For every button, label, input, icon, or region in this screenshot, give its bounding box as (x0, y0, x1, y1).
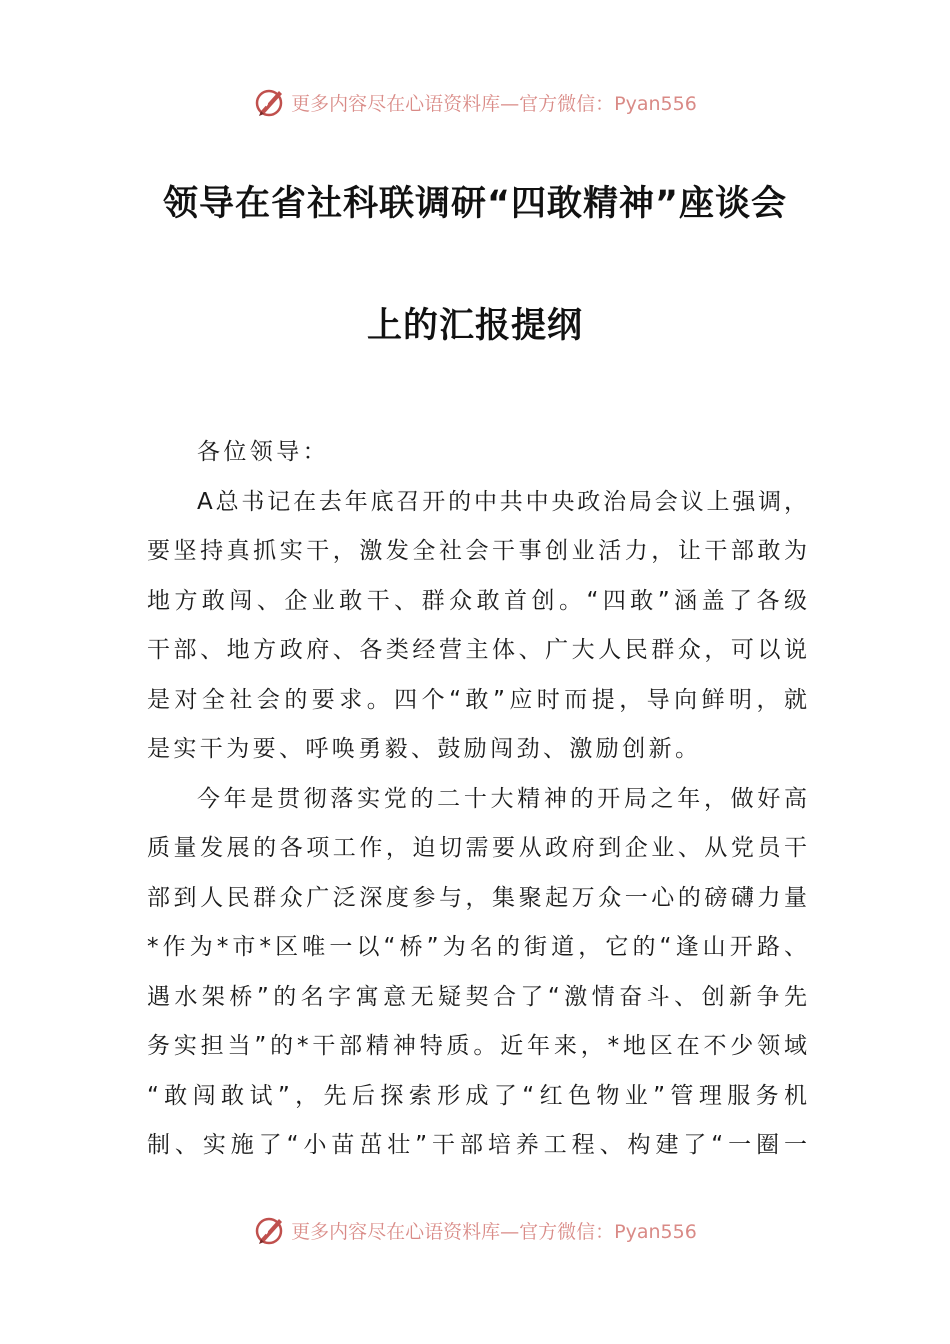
watermark-contact: Pyan556 (614, 1220, 697, 1243)
text-line: 质量发展的各项工作，迫切需要从政府到企业、从党员干 (147, 835, 807, 861)
text-line: 遇水架桥”的名字寓意无疑契合了“激情奋斗、创新争先 (147, 983, 807, 1010)
document-body (147, 428, 807, 1171)
pen-logo-icon (253, 85, 287, 119)
document-title-line-2: 上的汇报提纲 (366, 306, 583, 346)
pen-logo-icon (253, 1213, 287, 1247)
text-line: 是对全社会的要求。四个“敢”应时而提，导向鲜明，就 (147, 686, 807, 713)
text-line: 地方敢闯、企业敢干、群众敢首创。“四敢”涵盖了各级 (147, 587, 807, 614)
text-line: 务实担当”的*干部精神特质。近年来，*地区在不少领域 (147, 1033, 807, 1059)
footer-watermark (0, 1210, 950, 1250)
text-line: 制、实施了“小苗茁壮”干部培养工程、构建了“一圈一 (147, 1132, 807, 1158)
document-title-line-1: 领导在省社科联调研“四敢精神”座谈会 (162, 184, 787, 224)
text-line: “敢闯敢试”，先后探索形成了“红色物业”管理服务机 (147, 1082, 807, 1109)
watermark-contact: Pyan556 (614, 92, 697, 115)
text-line: 部到人民群众广泛深度参与，集聚起万众一心的磅礴力量 (147, 884, 807, 911)
watermark-text: 更多内容尽在心语资料库—官方微信：Pyan556 (291, 1220, 697, 1243)
text-line: 是实干为要、呼唤勇毅、鼓励闯劲、激励创新。 (147, 736, 702, 762)
salutation: 各位领导： (197, 439, 329, 465)
text-line: 要坚持真抓实干，激发全社会干事创业活力，让干部敢为 (147, 538, 807, 564)
header-watermark (0, 82, 950, 122)
text-line: 干部、地方政府、各类经营主体、广大人民群众，可以说 (147, 637, 807, 663)
text-line: A总书记在去年底召开的中共中央政治局会议上强调， (197, 488, 807, 515)
text-line: 今年是贯彻落实党的二十大精神的开局之年，做好高 (197, 785, 807, 812)
watermark-text: 更多内容尽在心语资料库—官方微信：Pyan556 (291, 92, 697, 115)
text-line: *作为*市*区唯一以“桥”为名的街道，它的“逢山开路、 (147, 934, 807, 960)
